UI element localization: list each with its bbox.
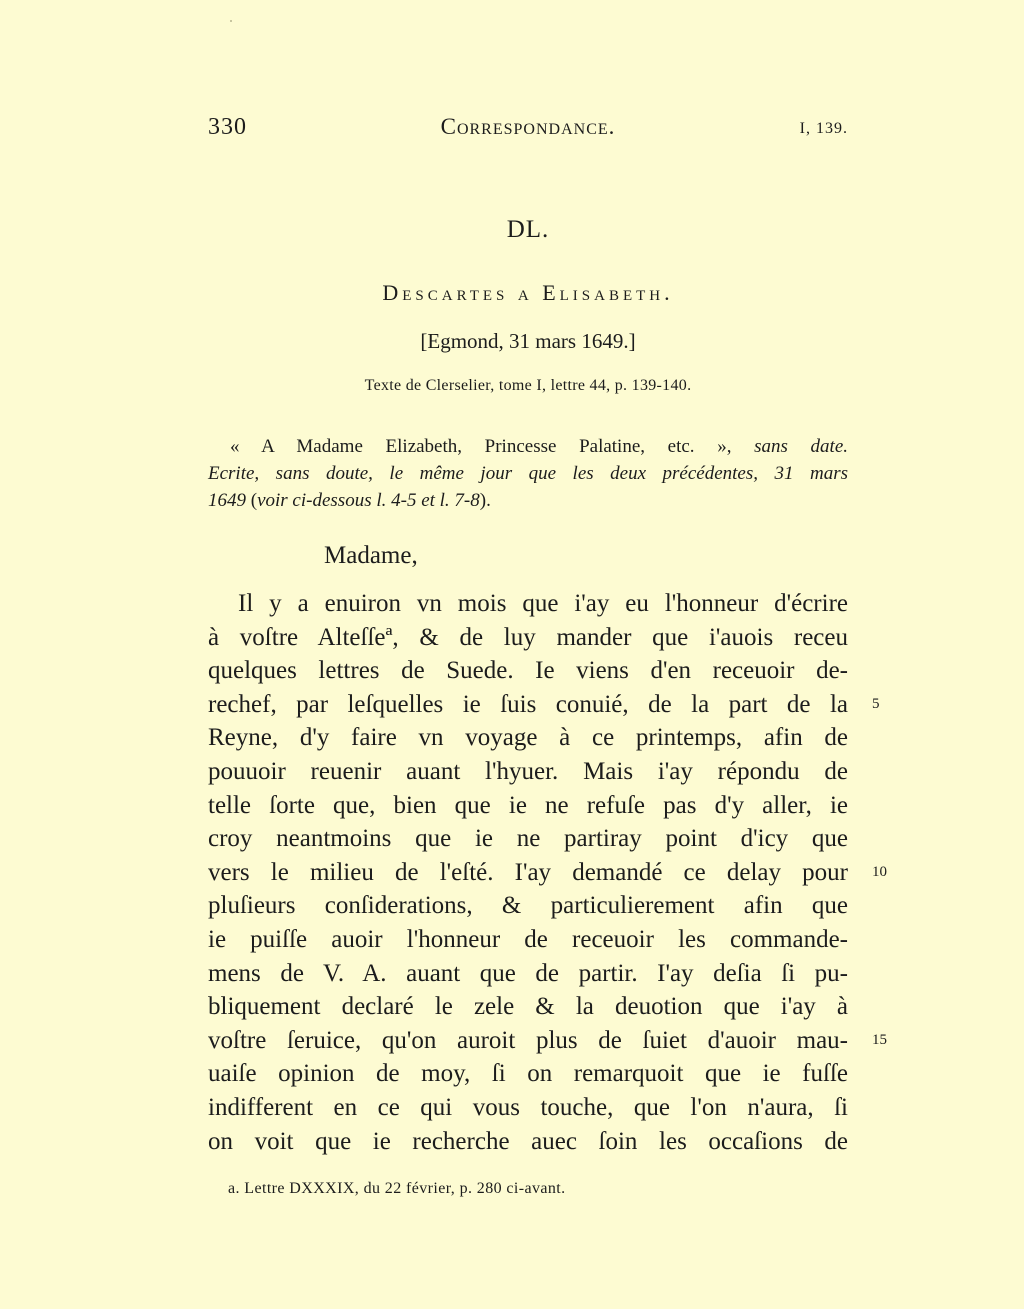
source-note: Texte de Clerselier, tome I, lettre 44, p. 139-140.: [364, 377, 692, 394]
body-line-text: rechef, par leſquelles ie ſuis conuié, de la part de la: [208, 690, 848, 718]
headnote-text: (: [246, 490, 258, 511]
body-line-text: pluſieurs conſiderations, & particulierement afin que: [208, 892, 848, 920]
line-number: 10: [872, 863, 887, 880]
body-line: [208, 856, 887, 890]
body-line-text: ie puiſſe auoir l'honneur de receuoir les commande-: [208, 925, 848, 953]
body-line: [208, 621, 848, 655]
letter-body: [208, 587, 887, 1158]
body-line-text: on voit que ie recherche auec ſoin les occaſions de: [208, 1127, 848, 1155]
body-line: [208, 957, 848, 991]
body-line-text: telle ſorte que, bien que ie ne refuſe pas d'y aller, ie: [208, 791, 848, 819]
headnote-text: « A Madame Elizabeth, Princesse Palatine, etc. »,: [230, 436, 755, 457]
body-line: [208, 755, 848, 789]
headnote-line: [208, 487, 848, 514]
body-line-text: Il y a enuiron vn mois que i'ay eu l'honneur d'écrire: [238, 590, 848, 617]
body-line-text: voſtre ſeruice, qu'on auroit plus de ſuiet d'auoir mau-: [208, 1026, 848, 1054]
body-line-text: indifferent en ce qui vous touche, que l'on n'aura, ſi: [208, 1093, 848, 1121]
line-number: 5: [872, 695, 880, 712]
body-line-text: quelques lettres de Suede. Ie viens d'en receuoir de-: [208, 657, 848, 685]
salutation: Madame,: [324, 542, 418, 569]
line-number: 15: [872, 1031, 887, 1048]
page-number: 330: [208, 114, 247, 140]
body-line: [208, 789, 848, 823]
letter-heading: Descartes a Elisabeth.: [382, 280, 674, 305]
body-line-text: à voſtre Alteſſeª, & de luy mander que i'auois receu: [208, 623, 848, 651]
body-line-text: uaiſe opinion de moy, ſi on remarquoit que ie fuſſe: [208, 1060, 848, 1088]
body-line: [208, 822, 848, 856]
body-line: [208, 923, 848, 957]
headnote: [208, 433, 848, 514]
body-line: [208, 1057, 848, 1091]
letter-number: DL.: [506, 216, 550, 243]
headnote-italic: 1649: [208, 490, 246, 511]
body-line-text: pouuoir reuenir auant l'hyuer. Mais i'ay répondu de: [208, 757, 848, 785]
letter-date: [Egmond, 31 mars 1649.]: [420, 329, 636, 353]
headnote-italic: voir ci-dessous l. 4-5 et l. 7-8: [257, 490, 480, 511]
body-line-text: croy neantmoins que ie ne partiray point d'icy que: [208, 825, 848, 853]
headnote-line: [208, 433, 848, 460]
headnote-italic: sans date.: [754, 436, 849, 457]
body-line: [208, 889, 848, 923]
body-line: [208, 1024, 887, 1058]
headnote-line: Ecrite, sans doute, le même jour que les deux précédentes, 31 mars: [208, 463, 848, 484]
running-reference: I, 139.: [799, 120, 848, 137]
body-line: [208, 587, 848, 621]
headnote-text: ).: [479, 490, 491, 511]
body-line: [208, 654, 848, 688]
body-line-text: Reyne, d'y faire vn voyage à ce printemps, afin de: [208, 724, 848, 752]
running-head: [208, 114, 848, 144]
running-title: Correspondance.: [440, 114, 616, 139]
body-line-text: vers le milieu de l'eſté. I'ay demandé ce delay pour: [208, 858, 848, 886]
body-line-text: mens de V. A. auant que de partir. I'ay deſia ſi pu-: [208, 959, 848, 987]
body-line-text: bliquement declaré le zele & la deuotion que i'ay à: [208, 993, 848, 1021]
scan-speck: [230, 20, 232, 22]
body-line: [208, 1091, 848, 1125]
footnote: a. Lettre DXXXIX, du 22 février, p. 280 ci-avant.: [228, 1180, 566, 1197]
body-line: [208, 721, 848, 755]
body-line: [208, 1125, 848, 1159]
body-line: [208, 688, 880, 722]
body-line: [208, 990, 848, 1024]
